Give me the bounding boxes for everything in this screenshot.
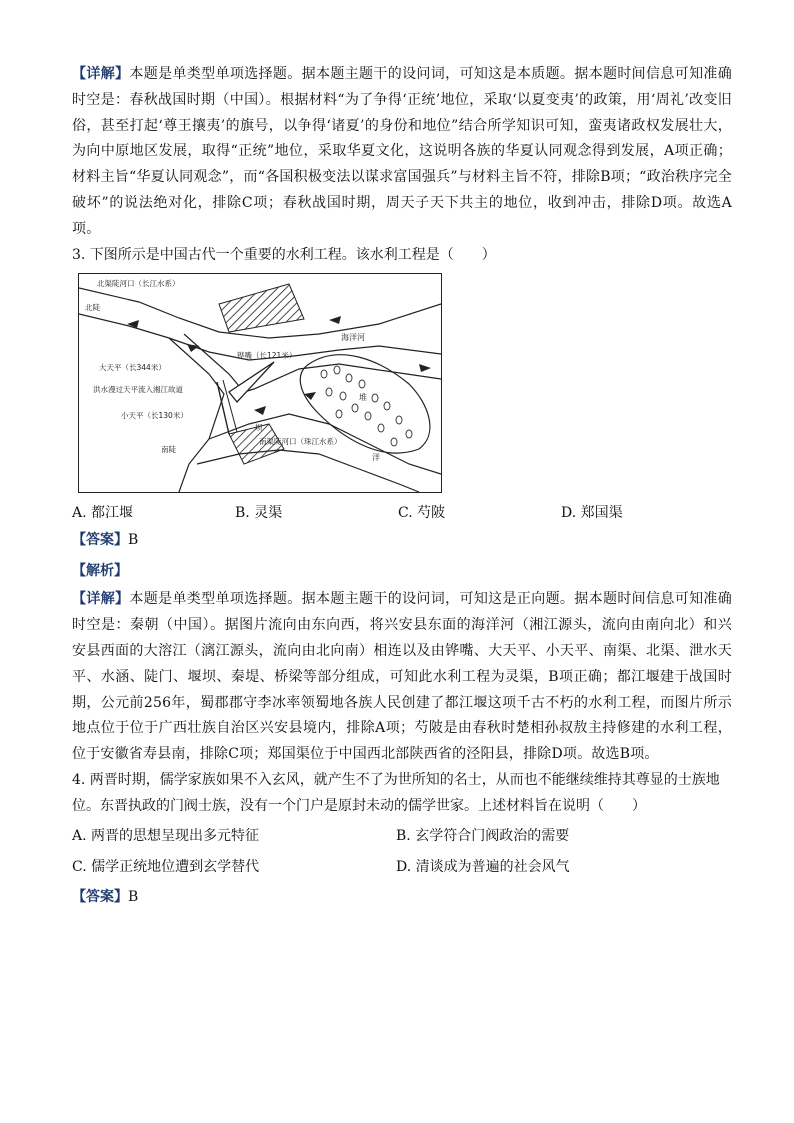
q3-detail-tag: 【详解】 <box>72 591 130 608</box>
q3-options <box>72 499 732 525</box>
q3-option-b[interactable]: B. 灵渠 <box>235 505 283 522</box>
label-beak: 铧嘴（长121米） <box>237 351 297 361</box>
q3-option-a[interactable]: A. 都江堰 <box>72 505 134 522</box>
label-big-weir: 大天平（长344米） <box>99 363 166 373</box>
lingqu-map <box>79 274 441 492</box>
lingqu-map-figure <box>78 273 442 493</box>
island-dots <box>321 366 412 446</box>
q2-detail-paragraph <box>72 62 732 243</box>
q4-option-a[interactable]: A. 两晋的思想呈现出多元特征 <box>72 828 260 845</box>
label-south-town: 南陡 <box>161 445 176 455</box>
document-page <box>72 62 732 913</box>
q4-options-row-2 <box>72 851 732 882</box>
q2-detail-tag: 【详解】 <box>72 66 130 82</box>
label-river: 海洋河 <box>341 333 365 343</box>
flow-arrows <box>127 316 431 415</box>
q4-options-row-1 <box>72 820 732 851</box>
label-flood-note: 洪水漫过天平流入湘江故道 <box>93 385 183 395</box>
label-north-canal: 北渠陡河口（长江水系） <box>97 279 180 289</box>
q4-option-b[interactable]: B. 玄学符合门阀政治的需要 <box>396 828 570 845</box>
q3-detail-paragraph <box>72 587 732 768</box>
south-river-bank-south <box>197 450 419 492</box>
canal-east-bank <box>184 334 441 392</box>
q3-option-c[interactable]: C. 芍陂 <box>398 505 446 522</box>
q3-analysis-heading: 【解析】 <box>72 563 128 580</box>
q3-option-d[interactable]: D. 郑国渠 <box>561 505 623 522</box>
q3-answer: 【答案】B <box>72 532 139 549</box>
label-river-mark: 洋 <box>372 453 380 463</box>
q4-option-d[interactable]: D. 清谈成为普遍的社会风气 <box>396 859 570 876</box>
label-pier: 坝 <box>255 423 263 433</box>
q4-answer: 【答案】B <box>72 888 139 905</box>
hatched-area-north <box>219 284 304 332</box>
q4-option-c[interactable]: C. 儒学正统地位遭到玄学替代 <box>72 859 260 876</box>
q3-detail-text: 本题是单类型单项选择题。据本题主题干的设问词，可知这是正向题。据本题时间信息可知准确时空是：秦朝（中国）。据图片流向由东向西，将兴安县东面的海洋河（湘江源头，流向由南向北）和兴安县西面的大溶江（漓江源头，流向由北向南）相连以及由铧嘴、大天平、小天平、南渠、北渠、泄水天平、水涵、陡门、堰坝、秦堤、桥梁等部分组成，可知此水利工程为灵渠，B项正确；都江堰建于战国时期，公元前256年，蜀郡郡守李冰率领蜀地各族人民创建了都江堰这项千古不朽的水利工程，而图片所示地点位于位于广西壮族自治区兴安县境内，排除A项；芍陂是由春秋时楚相孙叔敖主持修建的水利工程，位于安徽省寿县南，排除C项；郑国渠位于中国西北部陕西省的泾阳县，排除D项。故选B项。 <box>72 591 732 763</box>
label-small-weir: 小天平（长130米） <box>121 411 188 421</box>
label-north-town: 北陡 <box>85 303 100 313</box>
q3-question: 3. 下图所示是中国古代一个重要的水利工程。该水利工程是（ ） <box>72 246 496 263</box>
q4-question: 4. 两晋时期，儒学家族如果不入玄风，就产生不了为世所知的名士，从而也不能继续维持其尊显的士族地位。东晋执政的门阀士族，没有一个门户是原封未动的儒学世家。上述材料旨在说明（ ） <box>72 771 720 814</box>
river-bank-north <box>339 346 441 354</box>
q2-detail-text: 本题是单类型单项选择题。据本题主题干的设问词，可知这是本质题。据本题时间信息可知准确时空是：春秋战国时期（中国）。根据材料“为了争得‘正统’地位，采取‘以夏变夷’的政策，用‘周礼’改变旧俗，甚至打起‘尊王攘夷’的旗号，以争得‘诸夏’的身份和地位”结合所学知识可知，蛮夷诸政权发展壮大，为向中原地区发展，取得“正统”地位，采取华夏文化，这说明各族的华夏认同观念得到发展，A项正确；材料主旨“华夏认同观念”，而“各国积极变法以谋求富国强兵”与材料主旨不符，排除B项；“政治秩序完全破坏”的说法绝对化，排除C项；春秋战国时期，周天子天下共主的地位，收到冲击，排除D项。故选A项。 <box>72 66 732 237</box>
label-south-canal: 南渠陡河口（珠江水系） <box>259 437 342 447</box>
north-canal-bank-bottom <box>79 314 339 360</box>
label-island: 堆 <box>359 393 367 403</box>
